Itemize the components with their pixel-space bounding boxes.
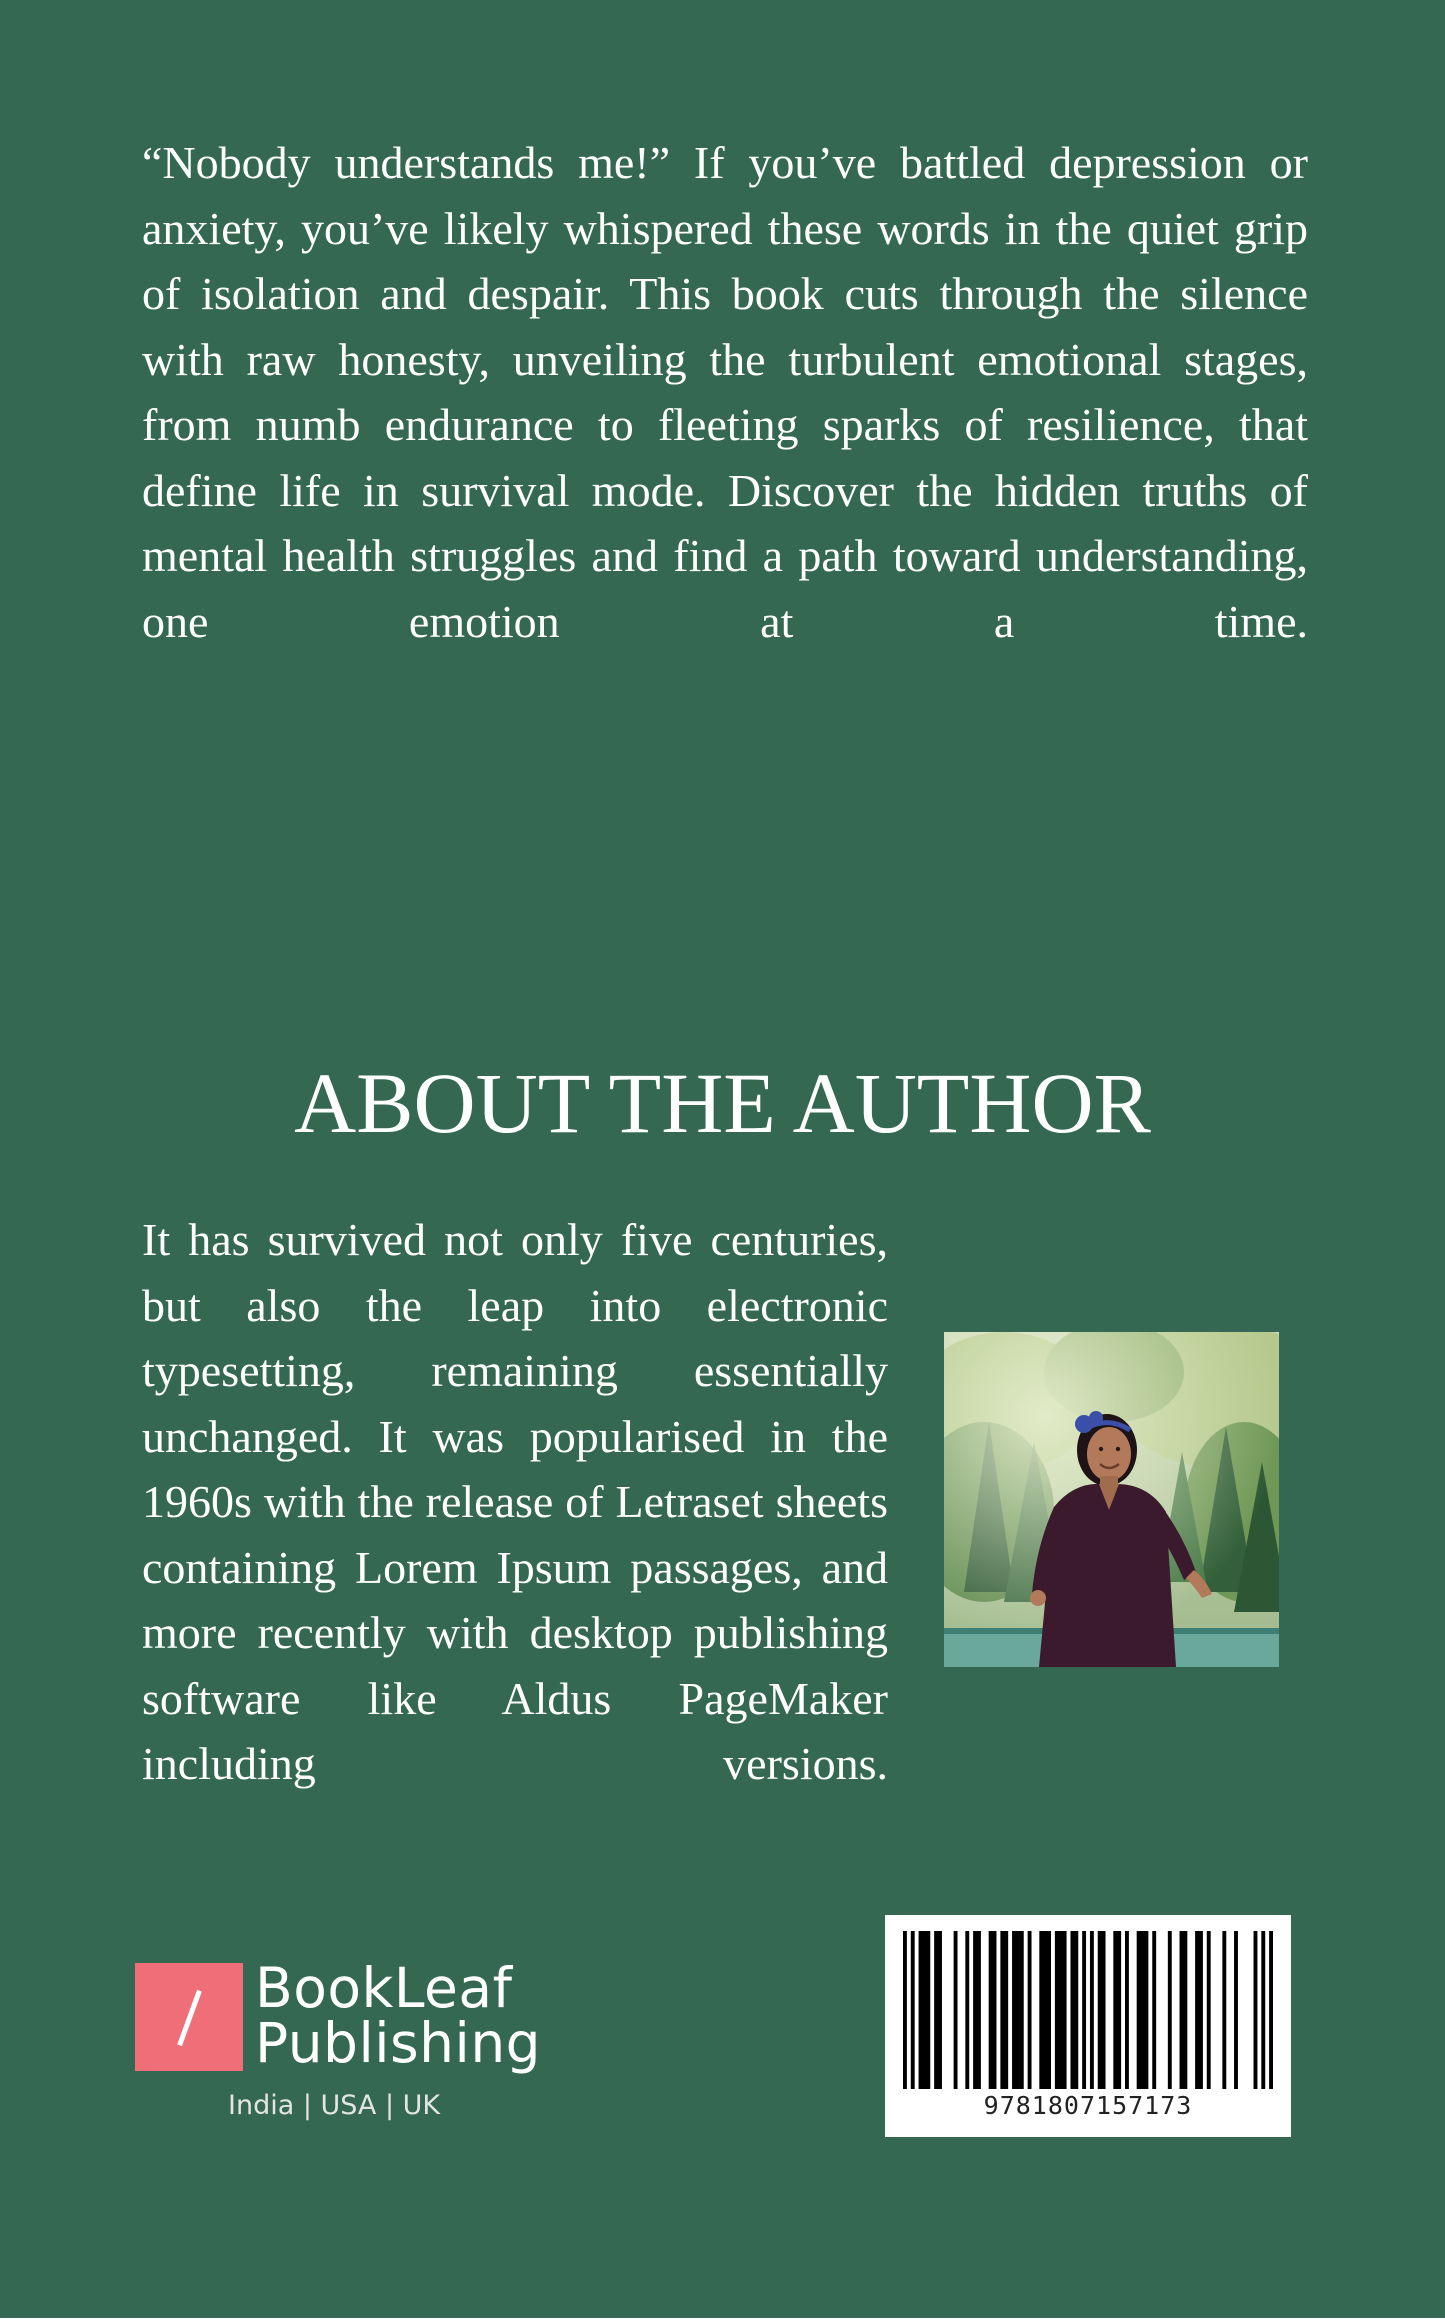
author-bio: It has survived not only five centuries, but also the leap into electronic typesetting, remaining essentially unchanged. It was popularised in the 1960s with the release of Letraset sheets containing Lorem Ipsum passages, and more recently with desktop publishing software like Aldus PageMaker including versions.	[142, 1214, 888, 1789]
isbn-barcode	[885, 1915, 1291, 2137]
barcode-bar	[1195, 1931, 1203, 2089]
barcode-bar	[1090, 1931, 1094, 2089]
publisher-regions: India | USA | UK	[228, 2090, 441, 2121]
barcode-bar	[934, 1931, 942, 2089]
author-photo	[944, 1332, 1279, 1667]
barcode-bar	[911, 1931, 915, 2089]
barcode-bar	[1055, 1931, 1067, 2089]
barcode-icon	[903, 1931, 1273, 2089]
barcode-bar	[1269, 1931, 1273, 2089]
barcode-bar	[973, 1931, 981, 2089]
barcode-bar	[1137, 1931, 1149, 2089]
barcode-bar	[965, 1931, 969, 2089]
barcode-bar	[1180, 1931, 1188, 2089]
barcode-bar	[1012, 1931, 1024, 2089]
barcode-bar	[1207, 1931, 1211, 2089]
barcode-bar	[1125, 1931, 1129, 2089]
isbn-number: 9781807157173	[983, 2091, 1193, 2120]
about-author-heading: ABOUT THE AUTHOR	[294, 1055, 1151, 1151]
barcode-bar	[1000, 1931, 1008, 2089]
barcode-bar	[1168, 1931, 1172, 2089]
barcode-bar	[1082, 1931, 1086, 2089]
barcode-bar	[1098, 1931, 1106, 2089]
barcode-bar	[1039, 1931, 1051, 2089]
barcode-bar	[1028, 1931, 1032, 2089]
barcode-bar	[1113, 1931, 1121, 2089]
book-blurb: “Nobody understands me!” If you’ve battled depression or anxiety, you’ve likely whispered these words in the quiet grip of isolation and despair. This book cuts through the silence with raw honesty, unveiling the turbulent emotional stages, from numb endurance to fleeting sparks of resilience, that define life in survival mode. Discover the hidden truths of mental health struggles and find a path toward understanding, one emotion at a time.	[142, 137, 1308, 647]
barcode-bar	[1070, 1931, 1078, 2089]
barcode-bar	[954, 1931, 958, 2089]
barcode-bar	[1254, 1931, 1258, 2089]
barcode-bar	[919, 1931, 931, 2089]
publisher-name-line2: Publishing	[255, 2011, 542, 2075]
barcode-bar	[1261, 1931, 1265, 2089]
publisher-name-line1: BookLeaf	[255, 1956, 513, 2020]
barcode-bar	[1234, 1931, 1238, 2089]
barcode-bar	[989, 1931, 997, 2089]
barcode-bar	[1222, 1931, 1226, 2089]
slash-icon	[135, 1963, 243, 2071]
barcode-bar	[903, 1931, 907, 2089]
barcode-bar	[1152, 1931, 1156, 2089]
